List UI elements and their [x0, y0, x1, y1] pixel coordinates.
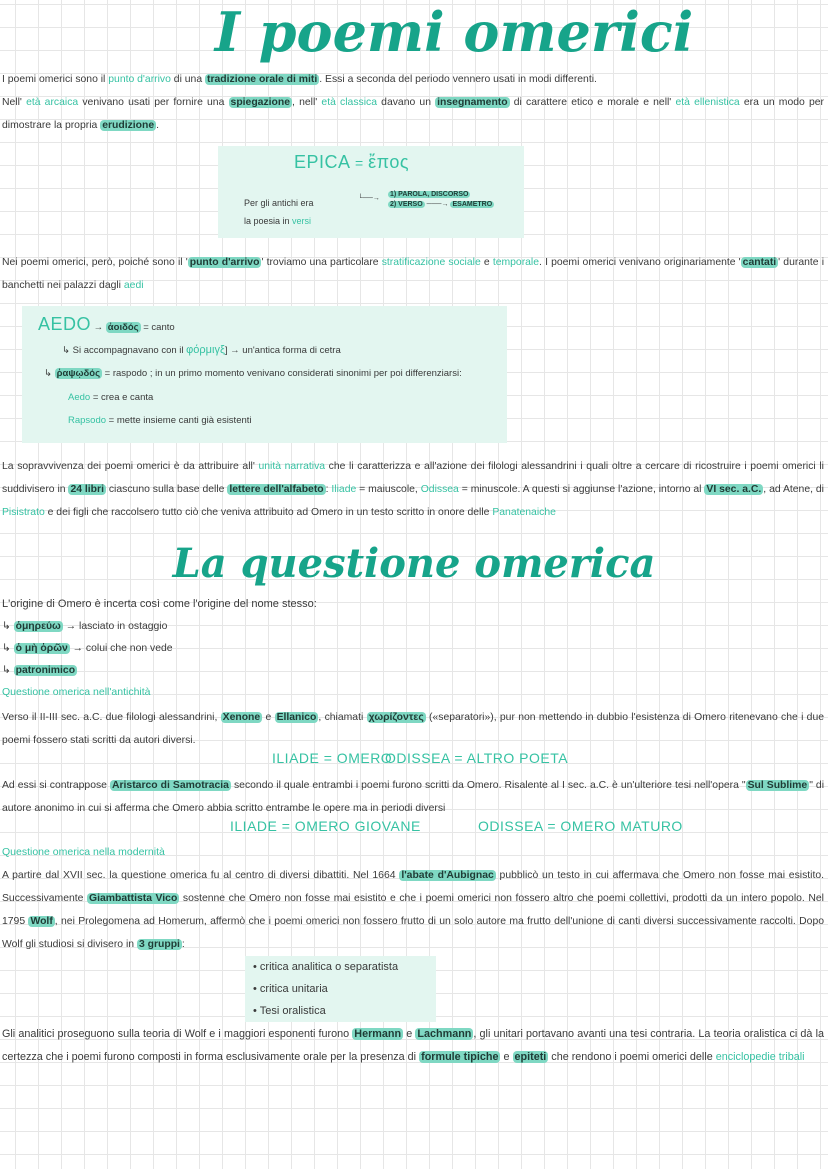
- rapsodo-definition: = mette insieme canti già esistenti: [108, 415, 252, 426]
- colored-term: punto d'arrivo: [108, 74, 171, 85]
- highlighted-term: Ellanico: [276, 712, 317, 723]
- page-title: I poemi omerici: [214, 0, 694, 64]
- highlighted-term: erudizione: [102, 120, 155, 131]
- text-segment: Nei poemi omerici, però, poiché sono il ': [2, 257, 188, 268]
- text-segment: pubblicò un testo in cui affermava che Omero non fosse mai esistito. Successivamente: [2, 870, 825, 904]
- highlighted-term: 24 libri: [70, 484, 104, 495]
- paragraph-survival: [2, 455, 824, 524]
- highlighted-term: Aristarco di Samotracia: [112, 780, 229, 791]
- text-segment: → colui che non vede: [69, 643, 173, 654]
- highlighted-term: Wolf: [30, 916, 53, 927]
- highlighted-term: formule tipiche: [421, 1051, 499, 1063]
- aedo-definition: = crea e canta: [92, 392, 154, 403]
- highlighted-term: Hermann: [354, 1028, 402, 1040]
- group-item: • critica unitaria: [253, 983, 328, 995]
- highlighted-term: cantati: [742, 257, 777, 268]
- highlighted-term: Lachmann: [417, 1028, 472, 1040]
- highlighted-term: Xenone: [222, 712, 261, 723]
- text-segment: :: [181, 939, 185, 950]
- paragraph-antiquity: [2, 706, 824, 752]
- esametro-label: ESAMETRO: [452, 201, 493, 208]
- text-segment: " di autore anonimo in cui si afferma che Omero abbia scritto entrambe le opere ma in periodi diversi: [2, 780, 825, 814]
- text-segment: , nei Prolegomena ad Homerum, affermò che i poemi omerici non fossero frutto di un solo autore ma frutto dell'unione di canti diversi successivamente raccolti. Dopo Wolf gli studiosi si divisero in: [2, 916, 824, 950]
- colored-term: età ellenistica: [675, 97, 740, 108]
- highlighted-term: VI sec. a.C.: [706, 484, 762, 495]
- text-segment: che li caratterizza e all'azione dei filologi alessandrini i quali oltre a cercare di ricostruire i poemi omerici li suddivisero in: [2, 461, 824, 495]
- colored-term: unità narrativa: [258, 461, 326, 472]
- paragraph-intro: [2, 68, 824, 91]
- epica-note-1: Per gli antichi era: [244, 198, 314, 208]
- text-segment: e: [262, 712, 275, 723]
- aedo-label: Aedo: [68, 392, 91, 403]
- text-segment: Verso il II-III sec. a.C. due filologi alessandrini,: [2, 712, 221, 723]
- text-segment: I poemi omerici sono il: [2, 74, 109, 85]
- aoidos-word: ἀοιδός: [107, 322, 139, 333]
- origin-1: [2, 615, 824, 638]
- highlighted-term: l'abate d'Aubignac: [401, 870, 494, 881]
- rhapsodos-gloss: = raspodo ; in un primo momento venivano considerati sinonimi per poi differenziarsi:: [104, 368, 462, 379]
- text-segment: ciascuno sulla base delle: [105, 484, 228, 495]
- text-segment: secondo il quale entrambi i poemi furono scritti da Omero. Risalente al I sec. a.C. è un'ulteriore tesi nell'opera ": [230, 780, 746, 791]
- meaning-2: 2) VERSO: [390, 201, 423, 208]
- highlighted-term: tradizione orale di miti: [207, 74, 318, 85]
- rhapsodos-word: ῥαψῳδός: [56, 368, 101, 379]
- text-segment: venivano usati per fornire una: [78, 97, 229, 108]
- colored-term: età arcaica: [26, 97, 79, 108]
- paragraph-conclusion: [2, 1023, 824, 1069]
- aedo-heading: AEDO: [38, 314, 92, 334]
- colored-term: Pisistrato: [2, 507, 45, 518]
- origin-3: [2, 659, 824, 682]
- text-segment: ' durante i banchetti nei palazzi dagli: [2, 257, 824, 291]
- phorminx-gloss: un'antica forma di cetra: [242, 345, 341, 356]
- text-segment: . I poemi omerici venivano originariamente ': [539, 257, 741, 268]
- text-segment: ↳: [2, 665, 14, 676]
- paragraph-aristarco: [2, 774, 824, 820]
- epica-word: EPICA: [294, 152, 351, 172]
- text-segment: («separatori»), pur non mettendo in dubbio l'esistenza di Omero ritenevano che i due poemi fossero stati scritti da autori diversi.: [2, 712, 825, 746]
- text-segment: e: [500, 1051, 513, 1063]
- text-segment: . Essi a seconda del periodo vennero usati in modi differenti.: [319, 74, 597, 85]
- epica-note-2: la poesia in: [244, 216, 293, 226]
- text-segment: = minuscole. A questi si aggiunse l'azione, intorno al: [458, 484, 705, 495]
- text-segment: La sopravvivenza dei poemi omerici è da attribuire all': [2, 461, 259, 472]
- highlighted-term: patronimico: [15, 665, 76, 676]
- equation-1-right: ODISSEA = ALTRO POETA: [385, 750, 569, 766]
- epica-box: [218, 146, 524, 238]
- text-segment: di una: [170, 74, 205, 85]
- text-segment: ↳: [2, 643, 14, 654]
- group-item: • critica analitica o separatista: [253, 961, 399, 973]
- colored-term: età classica: [321, 97, 377, 108]
- subheading-modernity: Questione omerica nella modernità: [2, 846, 165, 858]
- highlighted-term: Sul Sublime: [747, 780, 808, 791]
- text-segment: .: [156, 120, 160, 131]
- highlighted-term: Giambattista Vico: [89, 893, 178, 904]
- text-segment: , chiamati: [318, 712, 367, 723]
- text-segment: , gli unitari portavano avanti una tesi contraria. La teoria oralistica ci dà la certezza che i poemi furono composti in forma esclusivamente orale per la presenza di: [2, 1028, 824, 1063]
- text-segment: sostenne che Omero non fosse mai esistito e che i poemi omerici non fossero altro che poemi collettivi, prodotti da un intero popolo. Nel 1795: [2, 893, 824, 927]
- equation-1-left: ILIADE = OMERO: [272, 750, 393, 766]
- arrow-icon: ↳: [62, 345, 73, 356]
- highlighted-term: punto d'arrivo: [189, 257, 260, 268]
- epica-note-highlight: versi: [292, 216, 312, 226]
- epos-meanings: [358, 190, 494, 210]
- paragraph-origin: [2, 593, 824, 616]
- text-segment: :: [325, 484, 332, 495]
- colored-term: stratificazione sociale: [381, 257, 481, 268]
- text-segment: , ad Atene, di: [763, 484, 824, 495]
- highlighted-term: ὁμηρεύω: [15, 621, 61, 632]
- equation-2-right: ODISSEA = OMERO MATURO: [478, 818, 683, 834]
- aedo-box: [22, 306, 507, 443]
- text-segment: e: [403, 1028, 416, 1040]
- paragraph-stratification: [2, 251, 824, 297]
- arrow-icon: ───→: [426, 201, 449, 208]
- text-segment: e dei figli che raccolsero tutto ciò che veniva attribuito ad Omero in un testo scritto in onore delle: [44, 507, 493, 518]
- text-segment: che rendono i poemi omerici delle: [548, 1051, 716, 1063]
- section-title: La questione omerica: [172, 540, 656, 587]
- highlighted-term: spiegazione: [230, 97, 291, 108]
- text-segment: L'origine di Omero è incerta così come l'origine del nome stesso:: [2, 598, 317, 610]
- arrow-icon: ↳: [44, 368, 55, 379]
- text-segment: e: [480, 257, 493, 268]
- colored-term: Odissea: [420, 484, 459, 495]
- text-segment: = maiuscole,: [356, 484, 421, 495]
- highlighted-term: insegnamento: [437, 97, 508, 108]
- highlighted-term: ὁ μὴ ὁρῶν: [15, 643, 68, 654]
- text-segment: era un modo per dimostrare la propria: [2, 97, 824, 131]
- text-segment: Ad essi si contrappose: [2, 780, 110, 791]
- subheading-antiquity: Questione omerica nell'antichità: [2, 686, 151, 698]
- groups-box: [245, 956, 436, 1022]
- colored-term: aedi: [123, 280, 144, 291]
- colored-term: temporale: [492, 257, 540, 268]
- highlighted-term: 3 gruppi: [138, 939, 180, 950]
- text-segment: ' troviamo una particolare: [261, 257, 382, 268]
- phorminx-text: Si accompagnavano con il: [72, 345, 187, 356]
- text-segment: davano un: [377, 97, 436, 108]
- group-item: • Tesi oralistica: [253, 1005, 326, 1017]
- highlighted-term: epiteti: [514, 1051, 547, 1063]
- rapsodo-label: Rapsodo: [68, 415, 107, 426]
- text-segment: , nell': [292, 97, 322, 108]
- equals-sign: =: [354, 155, 364, 171]
- arrow-icon: └──→: [358, 195, 380, 202]
- epos-word: ἔπος: [368, 152, 409, 172]
- text-segment: Nell': [2, 97, 27, 108]
- epica-heading: [294, 152, 409, 173]
- arrow-icon: ] →: [224, 345, 243, 356]
- meaning-1: 1) PAROLA, DISCORSO: [390, 191, 469, 198]
- phorminx-word: φόρμιγξ: [186, 344, 225, 356]
- aoidos-gloss: = canto: [143, 322, 175, 333]
- paragraph-modernity: [2, 864, 824, 956]
- colored-term: enciclopedie tribali: [715, 1051, 805, 1063]
- colored-term: Panatenaiche: [492, 507, 556, 518]
- arrow-icon: →: [93, 322, 104, 333]
- text-segment: ↳: [2, 621, 14, 632]
- equation-2-left: ILIADE = OMERO GIOVANE: [230, 818, 421, 834]
- origin-2: [2, 637, 824, 660]
- paragraph-ages: [2, 91, 824, 137]
- highlighted-term: lettere dell'alfabeto: [229, 484, 324, 495]
- text-segment: Gli analitici proseguono sulla teoria di Wolf e i maggiori esponenti furono: [2, 1028, 353, 1040]
- text-segment: A partire dal XVII sec. la questione omerica fu al centro di diversi dibattiti. Nel 1664: [2, 870, 400, 881]
- text-segment: → lasciato in ostaggio: [62, 621, 168, 632]
- highlighted-term: χωρίζοντες: [368, 712, 424, 723]
- colored-term: Iliade: [331, 484, 357, 495]
- text-segment: di carattere etico e morale e nell': [509, 97, 676, 108]
